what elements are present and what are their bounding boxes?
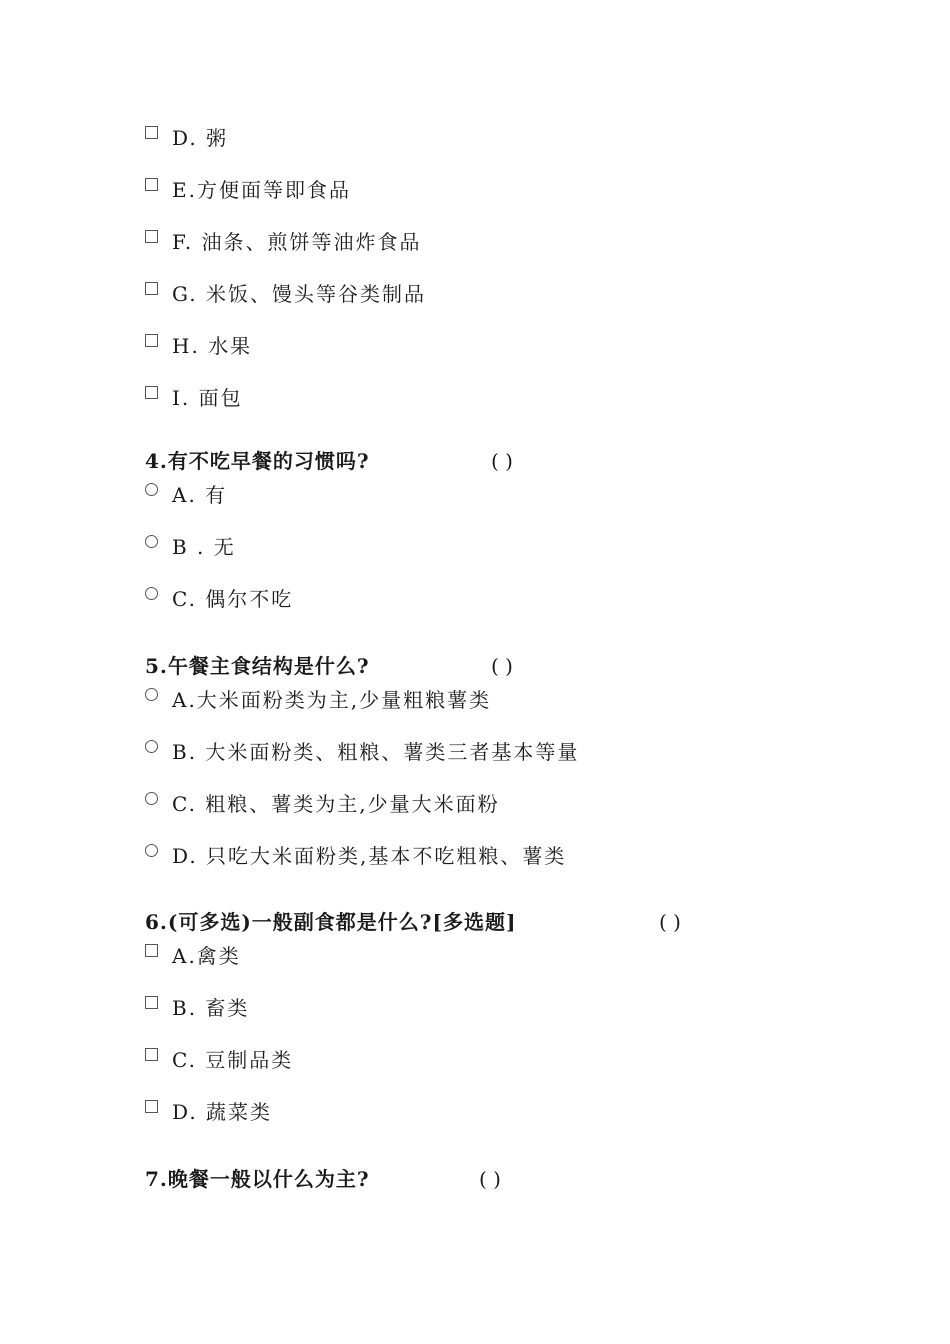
question-title	[145, 1163, 845, 1201]
option-label: D. 粥	[172, 126, 229, 150]
q5-option-d[interactable]	[145, 844, 845, 896]
checkbox[interactable]	[145, 334, 158, 347]
q4-option-c[interactable]	[145, 587, 845, 639]
q6-option-b[interactable]	[145, 996, 845, 1048]
radio-button[interactable]	[145, 535, 158, 548]
answer-paren: ( )	[479, 1167, 501, 1191]
checkbox[interactable]	[145, 230, 158, 243]
option-label: D. 只吃大米面粉类,基本不吃粗粮、薯类	[172, 844, 567, 868]
q6-option-d[interactable]	[145, 1100, 845, 1152]
option-label: B. 大米面粉类、粗粮、薯类三者基本等量	[172, 740, 580, 764]
question-7	[145, 1163, 845, 1201]
q3-option-e[interactable]	[145, 178, 845, 230]
question-6	[145, 906, 845, 1152]
question-4	[145, 445, 845, 639]
radio-button[interactable]	[145, 792, 158, 805]
checkbox[interactable]	[145, 1048, 158, 1061]
question-5	[145, 650, 845, 896]
radio-button[interactable]	[145, 587, 158, 600]
q3-options	[145, 126, 845, 438]
q4-option-a[interactable]	[145, 483, 845, 535]
checkbox[interactable]	[145, 178, 158, 191]
option-label: A.大米面粉类为主,少量粗粮薯类	[172, 688, 492, 712]
q6-option-c[interactable]	[145, 1048, 845, 1100]
option-label: C. 粗粮、薯类为主,少量大米面粉	[172, 792, 500, 816]
q5-option-a[interactable]	[145, 688, 845, 740]
question-text: 4.有不吃早餐的习惯吗?	[145, 449, 370, 473]
q3-option-f[interactable]	[145, 230, 845, 282]
question-text: 5.午餐主食结构是什么?	[145, 654, 370, 678]
option-label: A. 有	[172, 483, 228, 507]
q3-option-g[interactable]	[145, 282, 845, 334]
option-label: C. 豆制品类	[172, 1048, 294, 1072]
checkbox[interactable]	[145, 386, 158, 399]
question-title	[145, 906, 845, 944]
answer-paren: ( )	[491, 654, 513, 678]
checkbox[interactable]	[145, 944, 158, 957]
question-text: 7.晚餐一般以什么为主?	[145, 1167, 370, 1191]
option-label: A.禽类	[172, 944, 241, 968]
question-title	[145, 650, 845, 688]
option-label: B. 畜类	[172, 996, 250, 1020]
radio-button[interactable]	[145, 740, 158, 753]
question-text: 6.(可多选)一般副食都是什么?[多选题]	[145, 910, 517, 934]
answer-paren: ( )	[491, 449, 513, 473]
q4-option-b[interactable]	[145, 535, 845, 587]
q3-option-d[interactable]	[145, 126, 845, 178]
option-label: G. 米饭、馒头等谷类制品	[172, 282, 426, 306]
radio-button[interactable]	[145, 844, 158, 857]
checkbox[interactable]	[145, 126, 158, 139]
checkbox[interactable]	[145, 1100, 158, 1113]
option-label: F. 油条、煎饼等油炸食品	[172, 230, 422, 254]
q5-option-b[interactable]	[145, 740, 845, 792]
q3-option-i[interactable]	[145, 386, 845, 438]
checkbox[interactable]	[145, 996, 158, 1009]
q6-option-a[interactable]	[145, 944, 845, 996]
radio-button[interactable]	[145, 483, 158, 496]
checkbox[interactable]	[145, 282, 158, 295]
option-label: B . 无	[172, 535, 236, 559]
q5-option-c[interactable]	[145, 792, 845, 844]
option-label: E.方便面等即食品	[172, 178, 351, 202]
question-title	[145, 445, 845, 483]
option-label: D. 蔬菜类	[172, 1100, 273, 1124]
q3-option-h[interactable]	[145, 334, 845, 386]
option-label: C. 偶尔不吃	[172, 587, 294, 611]
radio-button[interactable]	[145, 688, 158, 701]
answer-paren: ( )	[659, 910, 681, 934]
option-label: I. 面包	[172, 386, 243, 410]
option-label: H. 水果	[172, 334, 253, 358]
